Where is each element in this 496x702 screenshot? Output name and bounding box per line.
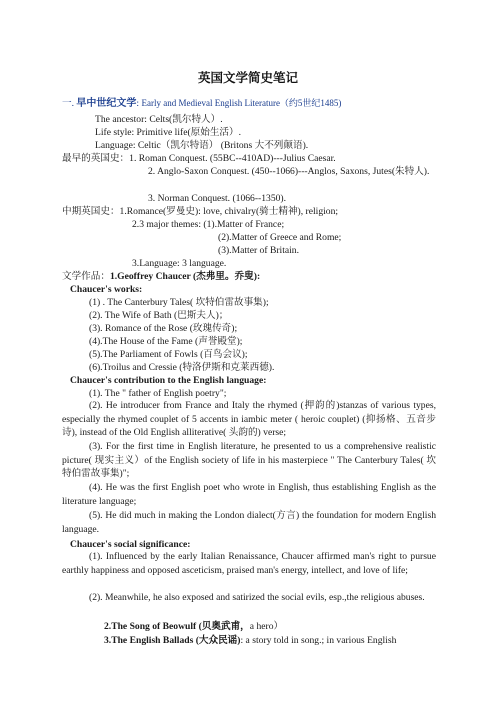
works-heading xyxy=(62,271,260,282)
mid-history-4: (3).Matter of Britain. xyxy=(218,245,299,256)
works-title: Chaucer's works: xyxy=(70,284,143,295)
beowulf-line xyxy=(104,621,283,632)
ballads-note: : a story told in song.; in various English xyxy=(240,635,397,646)
works-heading-author: 1.Geoffrey Chaucer (杰弗里。乔叟): xyxy=(109,271,261,282)
work-item: (6).Troilus and Cressie (特洛伊斯和克莱西德). xyxy=(89,362,275,373)
mid-history-5: 3.Language: 3 language. xyxy=(132,258,227,269)
contribution-title: Chaucer's contribution to the English language: xyxy=(70,375,267,386)
early-history-3: 3. Norman Conquest. (1066--1350). xyxy=(148,193,287,204)
mid-history-2: 2.3 major themes: (1).Matter of France; xyxy=(132,219,285,230)
work-item: (1) . The Canterbury Tales( 坎特伯雷故事集); xyxy=(89,297,269,308)
ballads-line xyxy=(104,635,396,646)
contribution-item: (5). He did much in making the London dialect(方言) the foundation for modern English language. xyxy=(62,510,436,535)
ancestor-line: The ancestor: Celts(凯尔特人）. xyxy=(95,114,223,125)
beowulf-title: 2.The Song of Beowulf (贝奥武甫， xyxy=(104,621,250,632)
section-1-title: 早中世纪文学 xyxy=(76,98,137,109)
works-heading-prefix: 文学作品： xyxy=(62,271,110,282)
contribution-item: (3). For the first time in English literature, he presented to us a comprehensive realistic picture( 现实主义）of the English society of life in his masterpiece " The Canterbury Tales( 坎特伯雷故事集)"; xyxy=(62,441,436,480)
contribution-item: (4). He was the first English poet who wrote in English, thus establishing English as the literature language; xyxy=(62,482,436,507)
section-1-sep: : xyxy=(136,98,140,109)
lifestyle-line: Life style: Primitive life(原始生活）. xyxy=(95,127,242,138)
mid-history-1: 中期英国史：1.Romance(罗曼史): love, chivalry(骑士精神), religion; xyxy=(62,206,339,217)
ballads-title: 3.The English Ballads (大众民谣) xyxy=(104,635,241,646)
social-title: Chaucer's social significance: xyxy=(70,539,191,550)
work-item: (2). The Wife of Bath (巴斯夫人)； xyxy=(89,310,229,321)
mid-history-3: (2).Matter of Greece and Rome; xyxy=(218,232,342,243)
early-history-1: 最早的英国史：1. Roman Conquest. (55BC--410AD)---Julius Caesar. xyxy=(62,153,336,164)
section-1-number: 一. xyxy=(62,98,74,109)
language-line: Language: Celtic（凯尔特语） (Britons 大不列颠语). xyxy=(95,140,309,151)
work-item: (3). Romance of the Rose (玫瑰传奇); xyxy=(89,323,238,334)
section-1-heading xyxy=(62,98,341,109)
section-1-subtitle: Early and Medieval English Literature（约5世纪1485) xyxy=(141,98,342,108)
work-item: (4).The House of the Fame (声誉殿堂); xyxy=(89,336,243,347)
social-item: (1). Influenced by the early Italian Renaissance, Chaucer affirmed man's right to pursue earthly happiness and opposed asceticism, praised man's energy, intellect, and love of life; xyxy=(62,551,436,576)
contribution-item: (1). The " father of English poetry"; xyxy=(89,388,227,399)
contribution-item: (2). He introducer from France and Italy the rhymed (押韵的)stanzas of various types, especially the rhymed couplet of 5 accents in iambic meter ( heroic couplet) (抑扬格、五音步诗), instead of the Old English alliterative( 头韵的) verse; xyxy=(62,400,436,439)
beowulf-note: a hero） xyxy=(249,621,284,632)
work-item: (5).The Parliament of Fowls (百鸟会议); xyxy=(89,349,248,360)
page-title: 英国文学简史笔记 xyxy=(197,70,298,85)
social-item: (2). Meanwhile, he also exposed and satirized the social evils, esp.,the religious abuses. xyxy=(89,592,425,603)
early-history-2: 2. Anglo-Saxon Conquest. (450--1066)---Anglos, Saxons, Jutes(朱特人). xyxy=(148,166,430,177)
